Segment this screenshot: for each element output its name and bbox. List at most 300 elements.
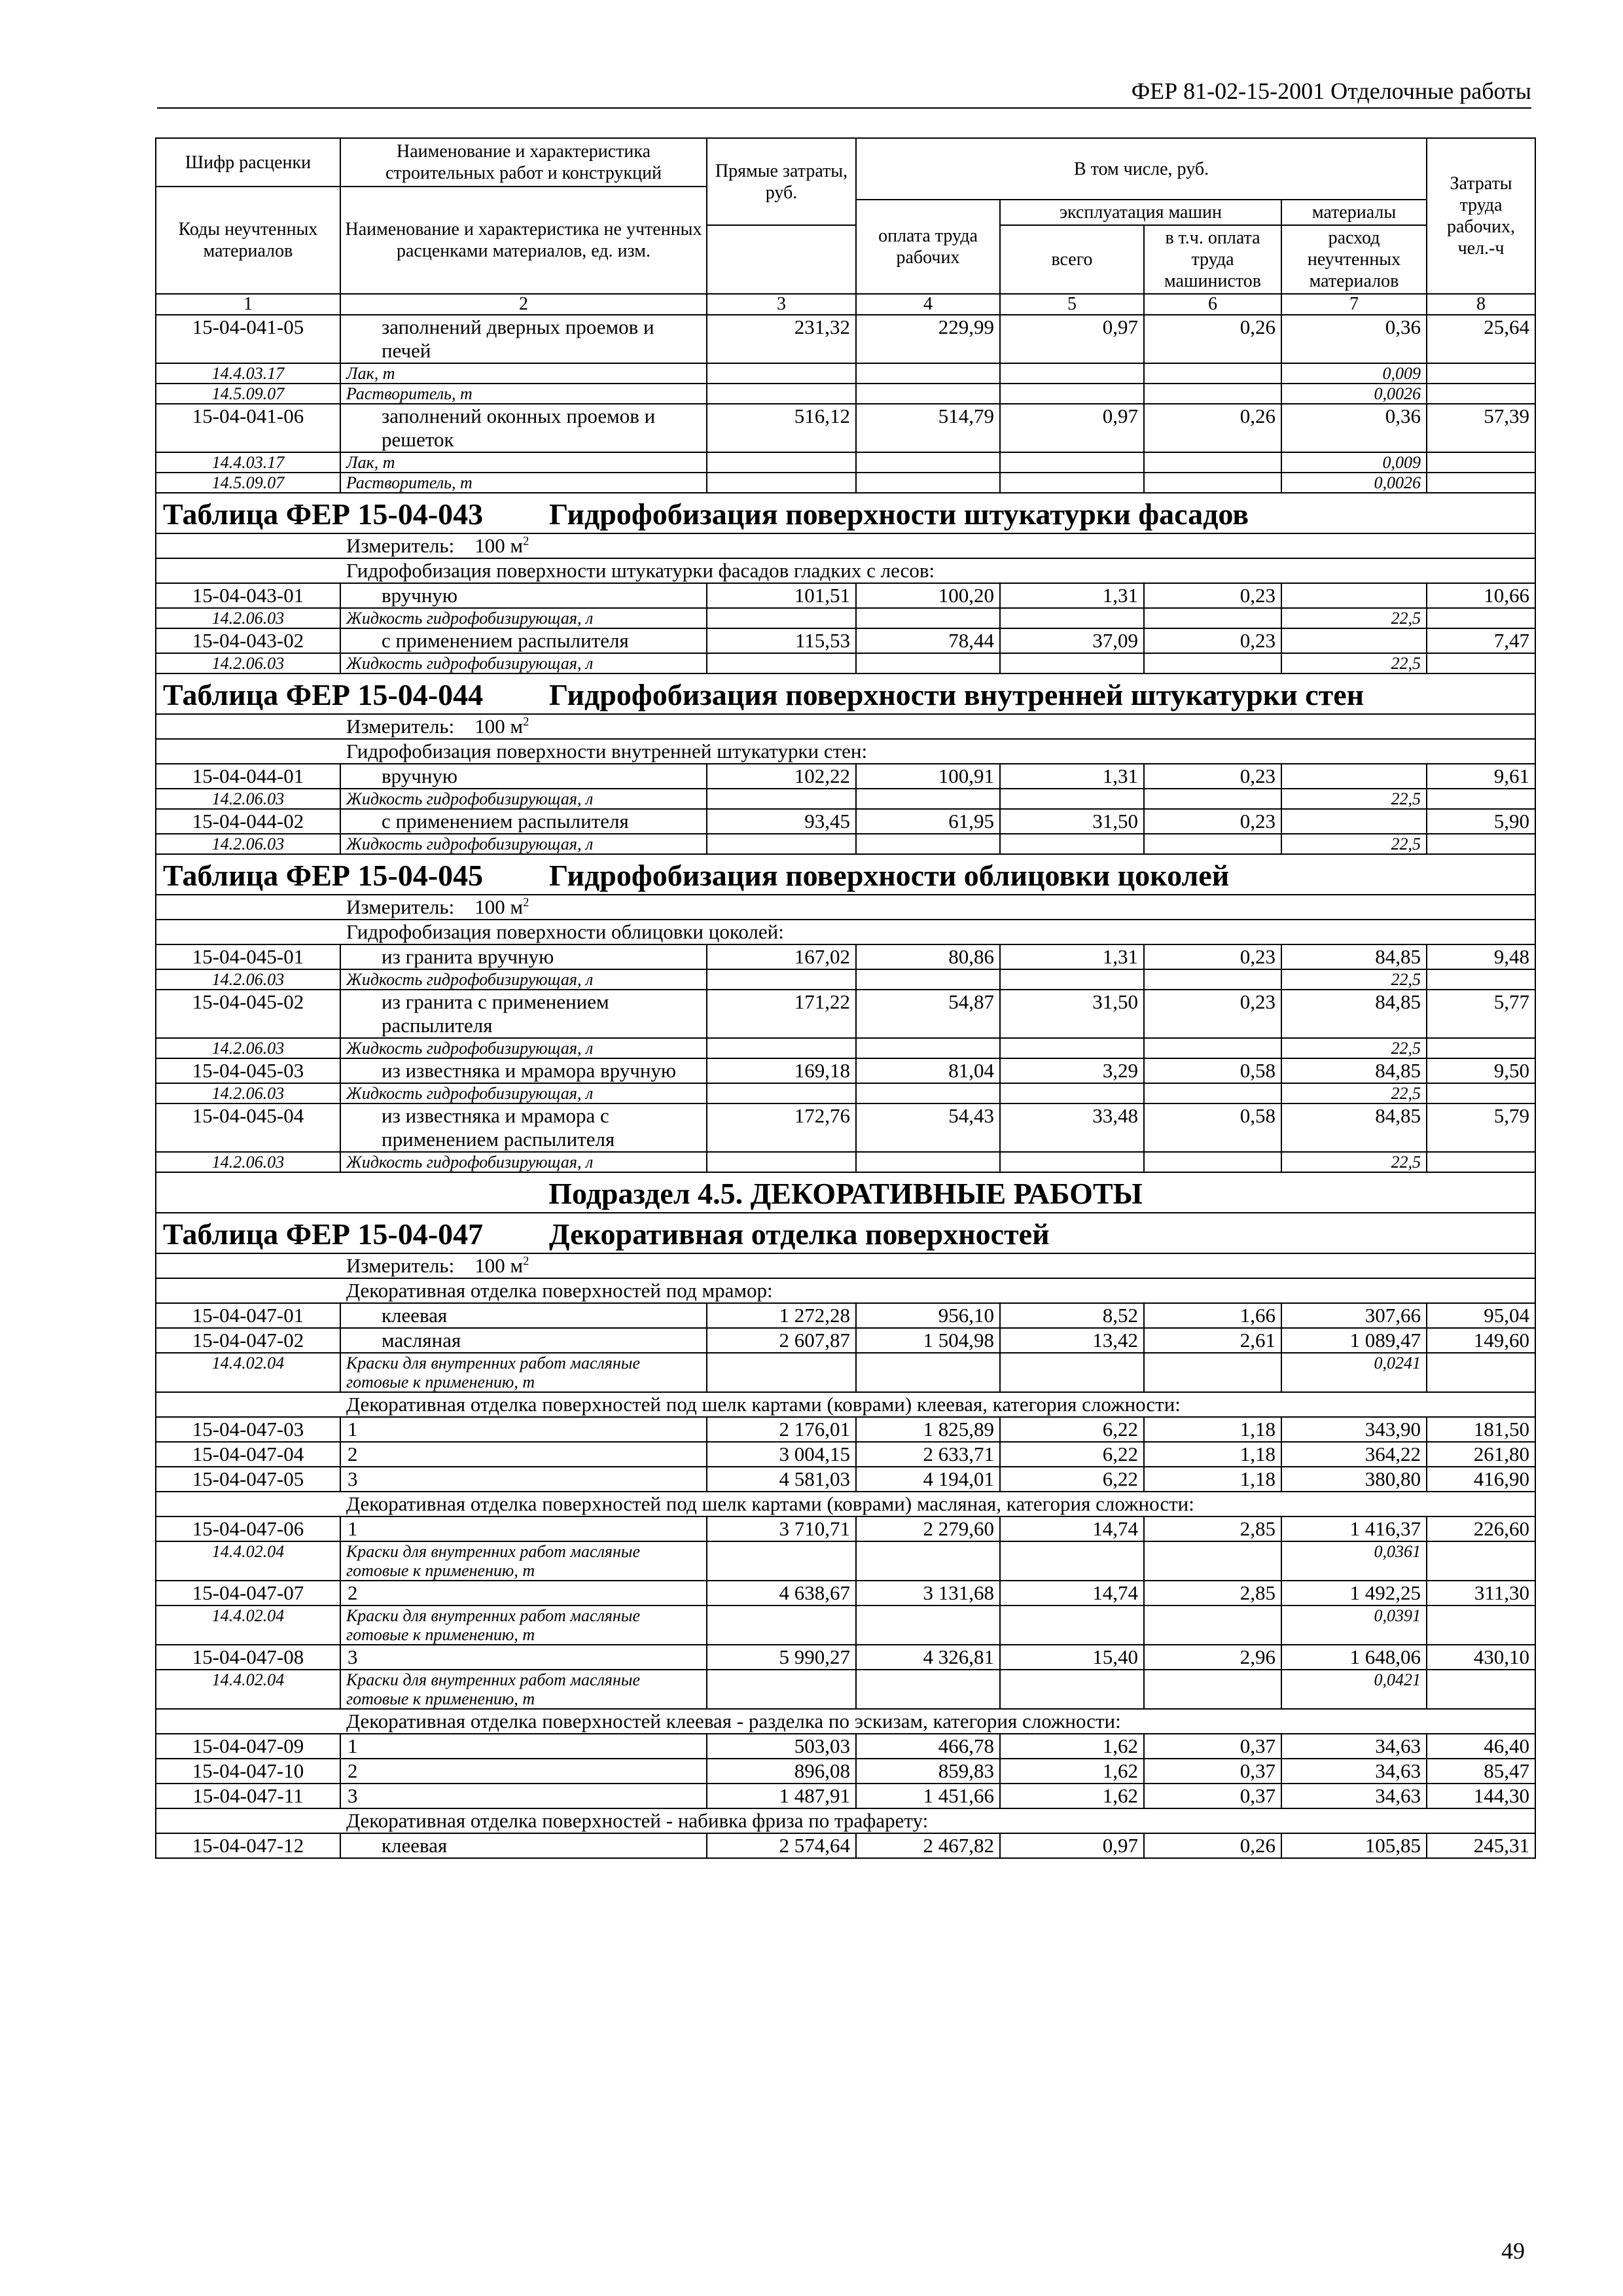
rate-row bbox=[156, 315, 1535, 363]
materials-cell: 1 648,06 bbox=[1281, 1645, 1427, 1670]
labor-cell: 430,10 bbox=[1427, 1645, 1535, 1670]
rate-row bbox=[156, 628, 1535, 653]
empty-cell bbox=[1000, 1605, 1144, 1645]
rate-name: 1 bbox=[340, 1734, 707, 1759]
direct-costs-cell: 101,51 bbox=[707, 583, 856, 608]
machines-total-cell: 1,31 bbox=[1000, 944, 1144, 969]
measure-value: 100 м bbox=[474, 715, 524, 738]
rate-name: вручную bbox=[340, 764, 707, 789]
wages-cell: 100,91 bbox=[856, 764, 1000, 789]
measure-row bbox=[156, 895, 1535, 920]
measure-exponent: 2 bbox=[523, 895, 529, 910]
labor-cell: 9,50 bbox=[1427, 1058, 1535, 1083]
table-title-text: Гидрофобизация поверхности штукатурки фасадов bbox=[549, 497, 1249, 531]
material-quantity: 22,5 bbox=[1281, 1038, 1427, 1058]
rate-name: 2 bbox=[340, 1759, 707, 1784]
machines-total-cell: 14,74 bbox=[1000, 1581, 1144, 1605]
rate-row bbox=[156, 1784, 1535, 1808]
machinist-wages-cell: 0,58 bbox=[1144, 1103, 1281, 1152]
direct-costs-cell: 4 638,67 bbox=[707, 1581, 856, 1605]
empty-cell bbox=[1427, 1605, 1535, 1645]
materials-cell bbox=[1281, 764, 1427, 789]
column-number: 6 bbox=[1144, 294, 1281, 315]
direct-costs-cell: 4 581,03 bbox=[707, 1467, 856, 1492]
wages-cell: 54,87 bbox=[856, 990, 1000, 1038]
empty-cell bbox=[1427, 834, 1535, 854]
empty-cell bbox=[1000, 608, 1144, 628]
group-description: Гидрофобизация поверхности внутренней штукатурки стен: bbox=[156, 739, 1535, 764]
rate-code: 15-04-047-06 bbox=[156, 1516, 340, 1541]
direct-costs-cell: 171,22 bbox=[707, 990, 856, 1038]
column-numbers bbox=[156, 294, 1535, 315]
empty-cell bbox=[856, 969, 1000, 990]
labor-cell: 10,66 bbox=[1427, 583, 1535, 608]
material-quantity: 0,009 bbox=[1281, 452, 1427, 473]
materials-cell: 1 492,25 bbox=[1281, 1581, 1427, 1605]
empty-cell bbox=[1000, 834, 1144, 854]
rate-code: 15-04-044-02 bbox=[156, 809, 340, 834]
group-header-row bbox=[156, 1709, 1535, 1734]
materials-cell: 34,63 bbox=[1281, 1759, 1427, 1784]
machines-total-cell: 6,22 bbox=[1000, 1467, 1144, 1492]
empty-cell bbox=[856, 1353, 1000, 1392]
material-code: 14.2.06.03 bbox=[156, 834, 340, 854]
machines-total-cell: 37,09 bbox=[1000, 628, 1144, 653]
rate-row bbox=[156, 764, 1535, 789]
measure-unit bbox=[156, 714, 1535, 739]
direct-costs-cell: 93,45 bbox=[707, 809, 856, 834]
header-machinist-wages: в т.ч. оплата труда машинистов bbox=[1144, 225, 1281, 294]
table-title-row bbox=[156, 673, 1535, 714]
wages-cell: 1 825,89 bbox=[856, 1417, 1000, 1442]
empty-cell bbox=[1144, 789, 1281, 809]
table-body bbox=[156, 315, 1535, 1858]
empty-cell bbox=[1427, 1541, 1535, 1581]
empty-cell bbox=[856, 1605, 1000, 1645]
material-row bbox=[156, 1353, 1535, 1392]
machinist-wages-cell: 0,26 bbox=[1144, 1833, 1281, 1858]
materials-cell: 0,36 bbox=[1281, 404, 1427, 452]
machines-total-cell: 15,40 bbox=[1000, 1645, 1144, 1670]
rate-name: 3 bbox=[340, 1645, 707, 1670]
rate-row bbox=[156, 990, 1535, 1038]
material-name: Лак, т bbox=[340, 363, 707, 384]
subsection-title: Подраздел 4.5. ДЕКОРАТИВНЫЕ РАБОТЫ bbox=[156, 1172, 1535, 1213]
material-quantity: 0,0241 bbox=[1281, 1353, 1427, 1392]
material-name: Растворитель, т bbox=[340, 384, 707, 404]
empty-cell bbox=[1000, 473, 1144, 493]
labor-cell: 261,80 bbox=[1427, 1442, 1535, 1467]
direct-costs-cell: 102,22 bbox=[707, 764, 856, 789]
table-title-number: Таблица ФЕР 15-04-043 bbox=[163, 497, 484, 531]
empty-cell bbox=[1144, 452, 1281, 473]
empty-cell bbox=[707, 1152, 856, 1172]
labor-cell: 311,30 bbox=[1427, 1581, 1535, 1605]
material-code: 14.2.06.03 bbox=[156, 1152, 340, 1172]
empty-cell bbox=[856, 1083, 1000, 1103]
rate-name: 1 bbox=[340, 1516, 707, 1541]
empty-cell bbox=[1427, 653, 1535, 673]
direct-costs-cell: 1 272,28 bbox=[707, 1303, 856, 1328]
table-title-number: Таблица ФЕР 15-04-044 bbox=[163, 678, 484, 711]
empty-cell bbox=[856, 473, 1000, 493]
empty-cell bbox=[1144, 1152, 1281, 1172]
material-name: Лак, т bbox=[340, 452, 707, 473]
direct-costs-cell: 169,18 bbox=[707, 1058, 856, 1083]
material-row bbox=[156, 608, 1535, 628]
material-row bbox=[156, 834, 1535, 854]
empty-cell bbox=[1427, 1353, 1535, 1392]
machines-total-cell: 0,97 bbox=[1000, 404, 1144, 452]
empty-cell bbox=[707, 653, 856, 673]
measure-exponent: 2 bbox=[523, 715, 529, 729]
labor-cell: 95,04 bbox=[1427, 1303, 1535, 1328]
empty-cell bbox=[1427, 473, 1535, 493]
empty-cell bbox=[1000, 363, 1144, 384]
machinist-wages-cell: 0,23 bbox=[1144, 944, 1281, 969]
material-code: 14.4.02.04 bbox=[156, 1353, 340, 1392]
rate-row bbox=[156, 1442, 1535, 1467]
rate-code: 15-04-044-01 bbox=[156, 764, 340, 789]
rate-row bbox=[156, 1581, 1535, 1605]
direct-costs-cell: 5 990,27 bbox=[707, 1645, 856, 1670]
empty-cell bbox=[1144, 473, 1281, 493]
material-code: 14.5.09.07 bbox=[156, 384, 340, 404]
machinist-wages-cell: 1,18 bbox=[1144, 1467, 1281, 1492]
direct-costs-cell: 896,08 bbox=[707, 1759, 856, 1784]
material-code: 14.2.06.03 bbox=[156, 1038, 340, 1058]
material-row bbox=[156, 1605, 1535, 1645]
subsection-row bbox=[156, 1172, 1535, 1213]
material-quantity: 22,5 bbox=[1281, 1083, 1427, 1103]
page-header: ФЕР 81-02-15-2001 Отделочные работы bbox=[157, 77, 1531, 109]
empty-cell bbox=[1144, 608, 1281, 628]
table-title bbox=[156, 493, 1535, 533]
materials-cell bbox=[1281, 809, 1427, 834]
labor-cell: 85,47 bbox=[1427, 1759, 1535, 1784]
machines-total-cell: 13,42 bbox=[1000, 1328, 1144, 1353]
measure-value: 100 м bbox=[474, 895, 524, 918]
rate-code: 15-04-047-11 bbox=[156, 1784, 340, 1808]
rate-name: из известняка и мрамора с применением распылителя bbox=[340, 1103, 707, 1152]
machinist-wages-cell: 0,23 bbox=[1144, 628, 1281, 653]
table-title-text: Гидрофобизация поверхности внутренней штукатурки стен bbox=[549, 678, 1364, 711]
empty-cell bbox=[707, 789, 856, 809]
machinist-wages-cell: 2,61 bbox=[1144, 1328, 1281, 1353]
column-number: 2 bbox=[340, 294, 707, 315]
material-name: Жидкость гидрофобизирующая, л bbox=[340, 653, 707, 673]
measure-exponent: 2 bbox=[523, 1254, 529, 1268]
material-quantity: 0,0026 bbox=[1281, 473, 1427, 493]
labor-cell: 25,64 bbox=[1427, 315, 1535, 363]
labor-cell: 416,90 bbox=[1427, 1467, 1535, 1492]
labor-cell: 149,60 bbox=[1427, 1328, 1535, 1353]
measure-unit bbox=[156, 895, 1535, 920]
wages-cell: 514,79 bbox=[856, 404, 1000, 452]
empty-cell bbox=[707, 608, 856, 628]
materials-cell: 34,63 bbox=[1281, 1734, 1427, 1759]
materials-cell: 34,63 bbox=[1281, 1784, 1427, 1808]
rate-code: 15-04-047-08 bbox=[156, 1645, 340, 1670]
wages-cell: 956,10 bbox=[856, 1303, 1000, 1328]
table-title bbox=[156, 854, 1535, 895]
group-description: Декоративная отделка поверхностей под шелк картами (коврами) масляная, категория сложности: bbox=[156, 1492, 1535, 1516]
rate-code: 15-04-045-02 bbox=[156, 990, 340, 1038]
material-quantity: 0,0421 bbox=[1281, 1670, 1427, 1709]
rate-code: 15-04-043-01 bbox=[156, 583, 340, 608]
empty-cell bbox=[856, 1038, 1000, 1058]
group-header-row bbox=[156, 1808, 1535, 1833]
machinist-wages-cell: 2,96 bbox=[1144, 1645, 1281, 1670]
labor-cell: 226,60 bbox=[1427, 1516, 1535, 1541]
direct-costs-cell: 115,53 bbox=[707, 628, 856, 653]
empty-cell bbox=[1144, 1083, 1281, 1103]
machinist-wages-cell: 0,23 bbox=[1144, 809, 1281, 834]
empty-cell bbox=[1144, 384, 1281, 404]
table-title-row bbox=[156, 854, 1535, 895]
machinist-wages-cell: 1,18 bbox=[1144, 1417, 1281, 1442]
group-description: Гидрофобизация поверхности облицовки цоколей: bbox=[156, 920, 1535, 944]
table-title-row bbox=[156, 493, 1535, 533]
rate-name: 2 bbox=[340, 1581, 707, 1605]
empty-cell bbox=[1144, 834, 1281, 854]
materials-cell bbox=[1281, 628, 1427, 653]
machinist-wages-cell: 0,23 bbox=[1144, 764, 1281, 789]
empty-cell bbox=[856, 363, 1000, 384]
header-material-names: Наименование и характеристика не учтенных расценками материалов, ед. изм. bbox=[340, 187, 707, 294]
wages-cell: 2 279,60 bbox=[856, 1516, 1000, 1541]
empty-cell bbox=[1144, 1605, 1281, 1645]
labor-cell: 5,79 bbox=[1427, 1103, 1535, 1152]
rate-row bbox=[156, 1833, 1535, 1858]
direct-costs-cell: 231,32 bbox=[707, 315, 856, 363]
materials-cell: 0,36 bbox=[1281, 315, 1427, 363]
empty-cell bbox=[1427, 608, 1535, 628]
machines-total-cell: 0,97 bbox=[1000, 315, 1144, 363]
rate-code: 15-04-047-01 bbox=[156, 1303, 340, 1328]
empty-cell bbox=[856, 653, 1000, 673]
rate-row bbox=[156, 1103, 1535, 1152]
rate-name: масляная bbox=[340, 1328, 707, 1353]
machines-total-cell: 31,50 bbox=[1000, 990, 1144, 1038]
material-quantity: 22,5 bbox=[1281, 789, 1427, 809]
empty-cell bbox=[1144, 1038, 1281, 1058]
material-name: Жидкость гидрофобизирующая, л bbox=[340, 1152, 707, 1172]
rate-name: клеевая bbox=[340, 1833, 707, 1858]
material-quantity: 22,5 bbox=[1281, 653, 1427, 673]
direct-costs-cell: 503,03 bbox=[707, 1734, 856, 1759]
wages-cell: 78,44 bbox=[856, 628, 1000, 653]
table-title-text: Гидрофобизация поверхности облицовки цоколей bbox=[549, 859, 1230, 892]
rate-code: 15-04-041-06 bbox=[156, 404, 340, 452]
labor-cell: 144,30 bbox=[1427, 1784, 1535, 1808]
material-code: 14.4.03.17 bbox=[156, 363, 340, 384]
empty-cell bbox=[1427, 384, 1535, 404]
empty-cell bbox=[707, 1541, 856, 1581]
material-row bbox=[156, 653, 1535, 673]
rate-name: из гранита с применением распылителя bbox=[340, 990, 707, 1038]
group-description: Декоративная отделка поверхностей клеевая - разделка по эскизам, категория сложности: bbox=[156, 1709, 1535, 1734]
materials-cell: 1 416,37 bbox=[1281, 1516, 1427, 1541]
column-number: 4 bbox=[856, 294, 1000, 315]
table-title-row bbox=[156, 1213, 1535, 1253]
empty-cell bbox=[1144, 969, 1281, 990]
rate-name: клеевая bbox=[340, 1303, 707, 1328]
material-row bbox=[156, 384, 1535, 404]
rate-name: 3 bbox=[340, 1467, 707, 1492]
wages-cell: 466,78 bbox=[856, 1734, 1000, 1759]
rate-row bbox=[156, 583, 1535, 608]
empty-cell bbox=[856, 452, 1000, 473]
rate-code: 15-04-047-02 bbox=[156, 1328, 340, 1353]
direct-costs-cell: 516,12 bbox=[707, 404, 856, 452]
machinist-wages-cell: 0,23 bbox=[1144, 990, 1281, 1038]
measure-row bbox=[156, 714, 1535, 739]
rate-row bbox=[156, 1759, 1535, 1784]
measure-value: 100 м bbox=[474, 534, 524, 557]
labor-cell: 5,77 bbox=[1427, 990, 1535, 1038]
empty-cell bbox=[1427, 1083, 1535, 1103]
wages-cell: 81,04 bbox=[856, 1058, 1000, 1083]
material-name: Жидкость гидрофобизирующая, л bbox=[340, 969, 707, 990]
empty-cell bbox=[707, 1670, 856, 1709]
empty-cell bbox=[707, 363, 856, 384]
rate-row bbox=[156, 1328, 1535, 1353]
measure-unit bbox=[156, 1253, 1535, 1278]
material-row bbox=[156, 789, 1535, 809]
header-materials: материалы bbox=[1281, 200, 1427, 225]
empty-cell bbox=[1144, 653, 1281, 673]
materials-cell: 84,85 bbox=[1281, 1103, 1427, 1152]
material-name: Краски для внутренних работ масляные готовые к применению, т bbox=[340, 1605, 707, 1645]
rate-code: 15-04-043-02 bbox=[156, 628, 340, 653]
rate-row bbox=[156, 1058, 1535, 1083]
rate-code: 15-04-045-04 bbox=[156, 1103, 340, 1152]
machines-total-cell: 3,29 bbox=[1000, 1058, 1144, 1083]
machinist-wages-cell: 0,58 bbox=[1144, 1058, 1281, 1083]
rate-row bbox=[156, 1467, 1535, 1492]
labor-cell: 57,39 bbox=[1427, 404, 1535, 452]
machinist-wages-cell: 0,26 bbox=[1144, 404, 1281, 452]
column-number: 3 bbox=[707, 294, 856, 315]
rate-name: 2 bbox=[340, 1442, 707, 1467]
material-name: Краски для внутренних работ масляные готовые к применению, т bbox=[340, 1670, 707, 1709]
column-number: 7 bbox=[1281, 294, 1427, 315]
table-title-text: Декоративная отделка поверхностей bbox=[549, 1217, 1050, 1251]
machines-total-cell: 1,62 bbox=[1000, 1759, 1144, 1784]
column-number: 8 bbox=[1427, 294, 1535, 315]
material-row bbox=[156, 473, 1535, 493]
empty-cell bbox=[1000, 384, 1144, 404]
material-quantity: 0,0391 bbox=[1281, 1605, 1427, 1645]
header-including: В том числе, руб. bbox=[856, 138, 1427, 200]
empty-cell bbox=[1000, 1083, 1144, 1103]
rate-row bbox=[156, 944, 1535, 969]
empty-cell bbox=[856, 1152, 1000, 1172]
empty-cell bbox=[1144, 1670, 1281, 1709]
wages-cell: 61,95 bbox=[856, 809, 1000, 834]
rate-row bbox=[156, 1734, 1535, 1759]
empty-cell bbox=[1427, 1670, 1535, 1709]
machines-total-cell: 1,31 bbox=[1000, 764, 1144, 789]
rate-name: из гранита вручную bbox=[340, 944, 707, 969]
machinist-wages-cell: 0,37 bbox=[1144, 1759, 1281, 1784]
empty-cell bbox=[707, 384, 856, 404]
wages-cell: 80,86 bbox=[856, 944, 1000, 969]
material-row bbox=[156, 1541, 1535, 1581]
empty-cell bbox=[856, 834, 1000, 854]
empty-cell bbox=[1000, 452, 1144, 473]
material-code: 14.4.02.04 bbox=[156, 1670, 340, 1709]
page-number: 49 bbox=[1501, 2238, 1525, 2264]
measure-row bbox=[156, 1253, 1535, 1278]
material-name: Жидкость гидрофобизирующая, л bbox=[340, 834, 707, 854]
rate-code: 15-04-041-05 bbox=[156, 315, 340, 363]
direct-costs-cell: 167,02 bbox=[707, 944, 856, 969]
group-header-row bbox=[156, 1278, 1535, 1303]
empty-cell bbox=[856, 608, 1000, 628]
empty-cell bbox=[1427, 363, 1535, 384]
rate-name: с применением распылителя bbox=[340, 809, 707, 834]
wages-cell: 859,83 bbox=[856, 1759, 1000, 1784]
rate-code: 15-04-047-12 bbox=[156, 1833, 340, 1858]
header-material-consumption: расход неучтенных материалов bbox=[1281, 225, 1427, 294]
material-name: Растворитель, т bbox=[340, 473, 707, 493]
materials-cell: 1 089,47 bbox=[1281, 1328, 1427, 1353]
material-name: Жидкость гидрофобизирующая, л bbox=[340, 608, 707, 628]
measure-label: Измеритель: bbox=[346, 895, 455, 918]
column-number: 5 bbox=[1000, 294, 1144, 315]
table-title-number: Таблица ФЕР 15-04-047 bbox=[163, 1217, 484, 1251]
wages-cell: 54,43 bbox=[856, 1103, 1000, 1152]
price-table bbox=[155, 137, 1536, 1859]
direct-costs-cell: 2 176,01 bbox=[707, 1417, 856, 1442]
empty-cell bbox=[856, 384, 1000, 404]
material-quantity: 0,0361 bbox=[1281, 1541, 1427, 1581]
rate-name: с применением распылителя bbox=[340, 628, 707, 653]
rate-row bbox=[156, 809, 1535, 834]
empty-cell bbox=[1144, 363, 1281, 384]
table-header bbox=[156, 138, 1535, 315]
material-code: 14.2.06.03 bbox=[156, 653, 340, 673]
empty-cell bbox=[1000, 1353, 1144, 1392]
materials-cell: 307,66 bbox=[1281, 1303, 1427, 1328]
empty-cell bbox=[1000, 1670, 1144, 1709]
measure-row bbox=[156, 533, 1535, 558]
material-name: Краски для внутренних работ масляные готовые к применению, т bbox=[340, 1353, 707, 1392]
machinist-wages-cell: 0,37 bbox=[1144, 1784, 1281, 1808]
empty-cell bbox=[707, 473, 856, 493]
machinist-wages-cell: 1,66 bbox=[1144, 1303, 1281, 1328]
rate-name: из известняка и мрамора вручную bbox=[340, 1058, 707, 1083]
rate-row bbox=[156, 404, 1535, 452]
empty-cell bbox=[1000, 789, 1144, 809]
direct-costs-cell: 3 710,71 bbox=[707, 1516, 856, 1541]
empty-cell bbox=[1000, 653, 1144, 673]
material-quantity: 0,0026 bbox=[1281, 384, 1427, 404]
measure-unit bbox=[156, 533, 1535, 558]
group-header-row bbox=[156, 920, 1535, 944]
wages-cell: 2 467,82 bbox=[856, 1833, 1000, 1858]
column-number: 1 bbox=[156, 294, 340, 315]
empty-cell bbox=[856, 1541, 1000, 1581]
empty-cell bbox=[707, 1353, 856, 1392]
group-header-row bbox=[156, 1492, 1535, 1516]
machinist-wages-cell: 0,37 bbox=[1144, 1734, 1281, 1759]
rate-row bbox=[156, 1516, 1535, 1541]
wages-cell: 2 633,71 bbox=[856, 1442, 1000, 1467]
labor-cell: 9,61 bbox=[1427, 764, 1535, 789]
